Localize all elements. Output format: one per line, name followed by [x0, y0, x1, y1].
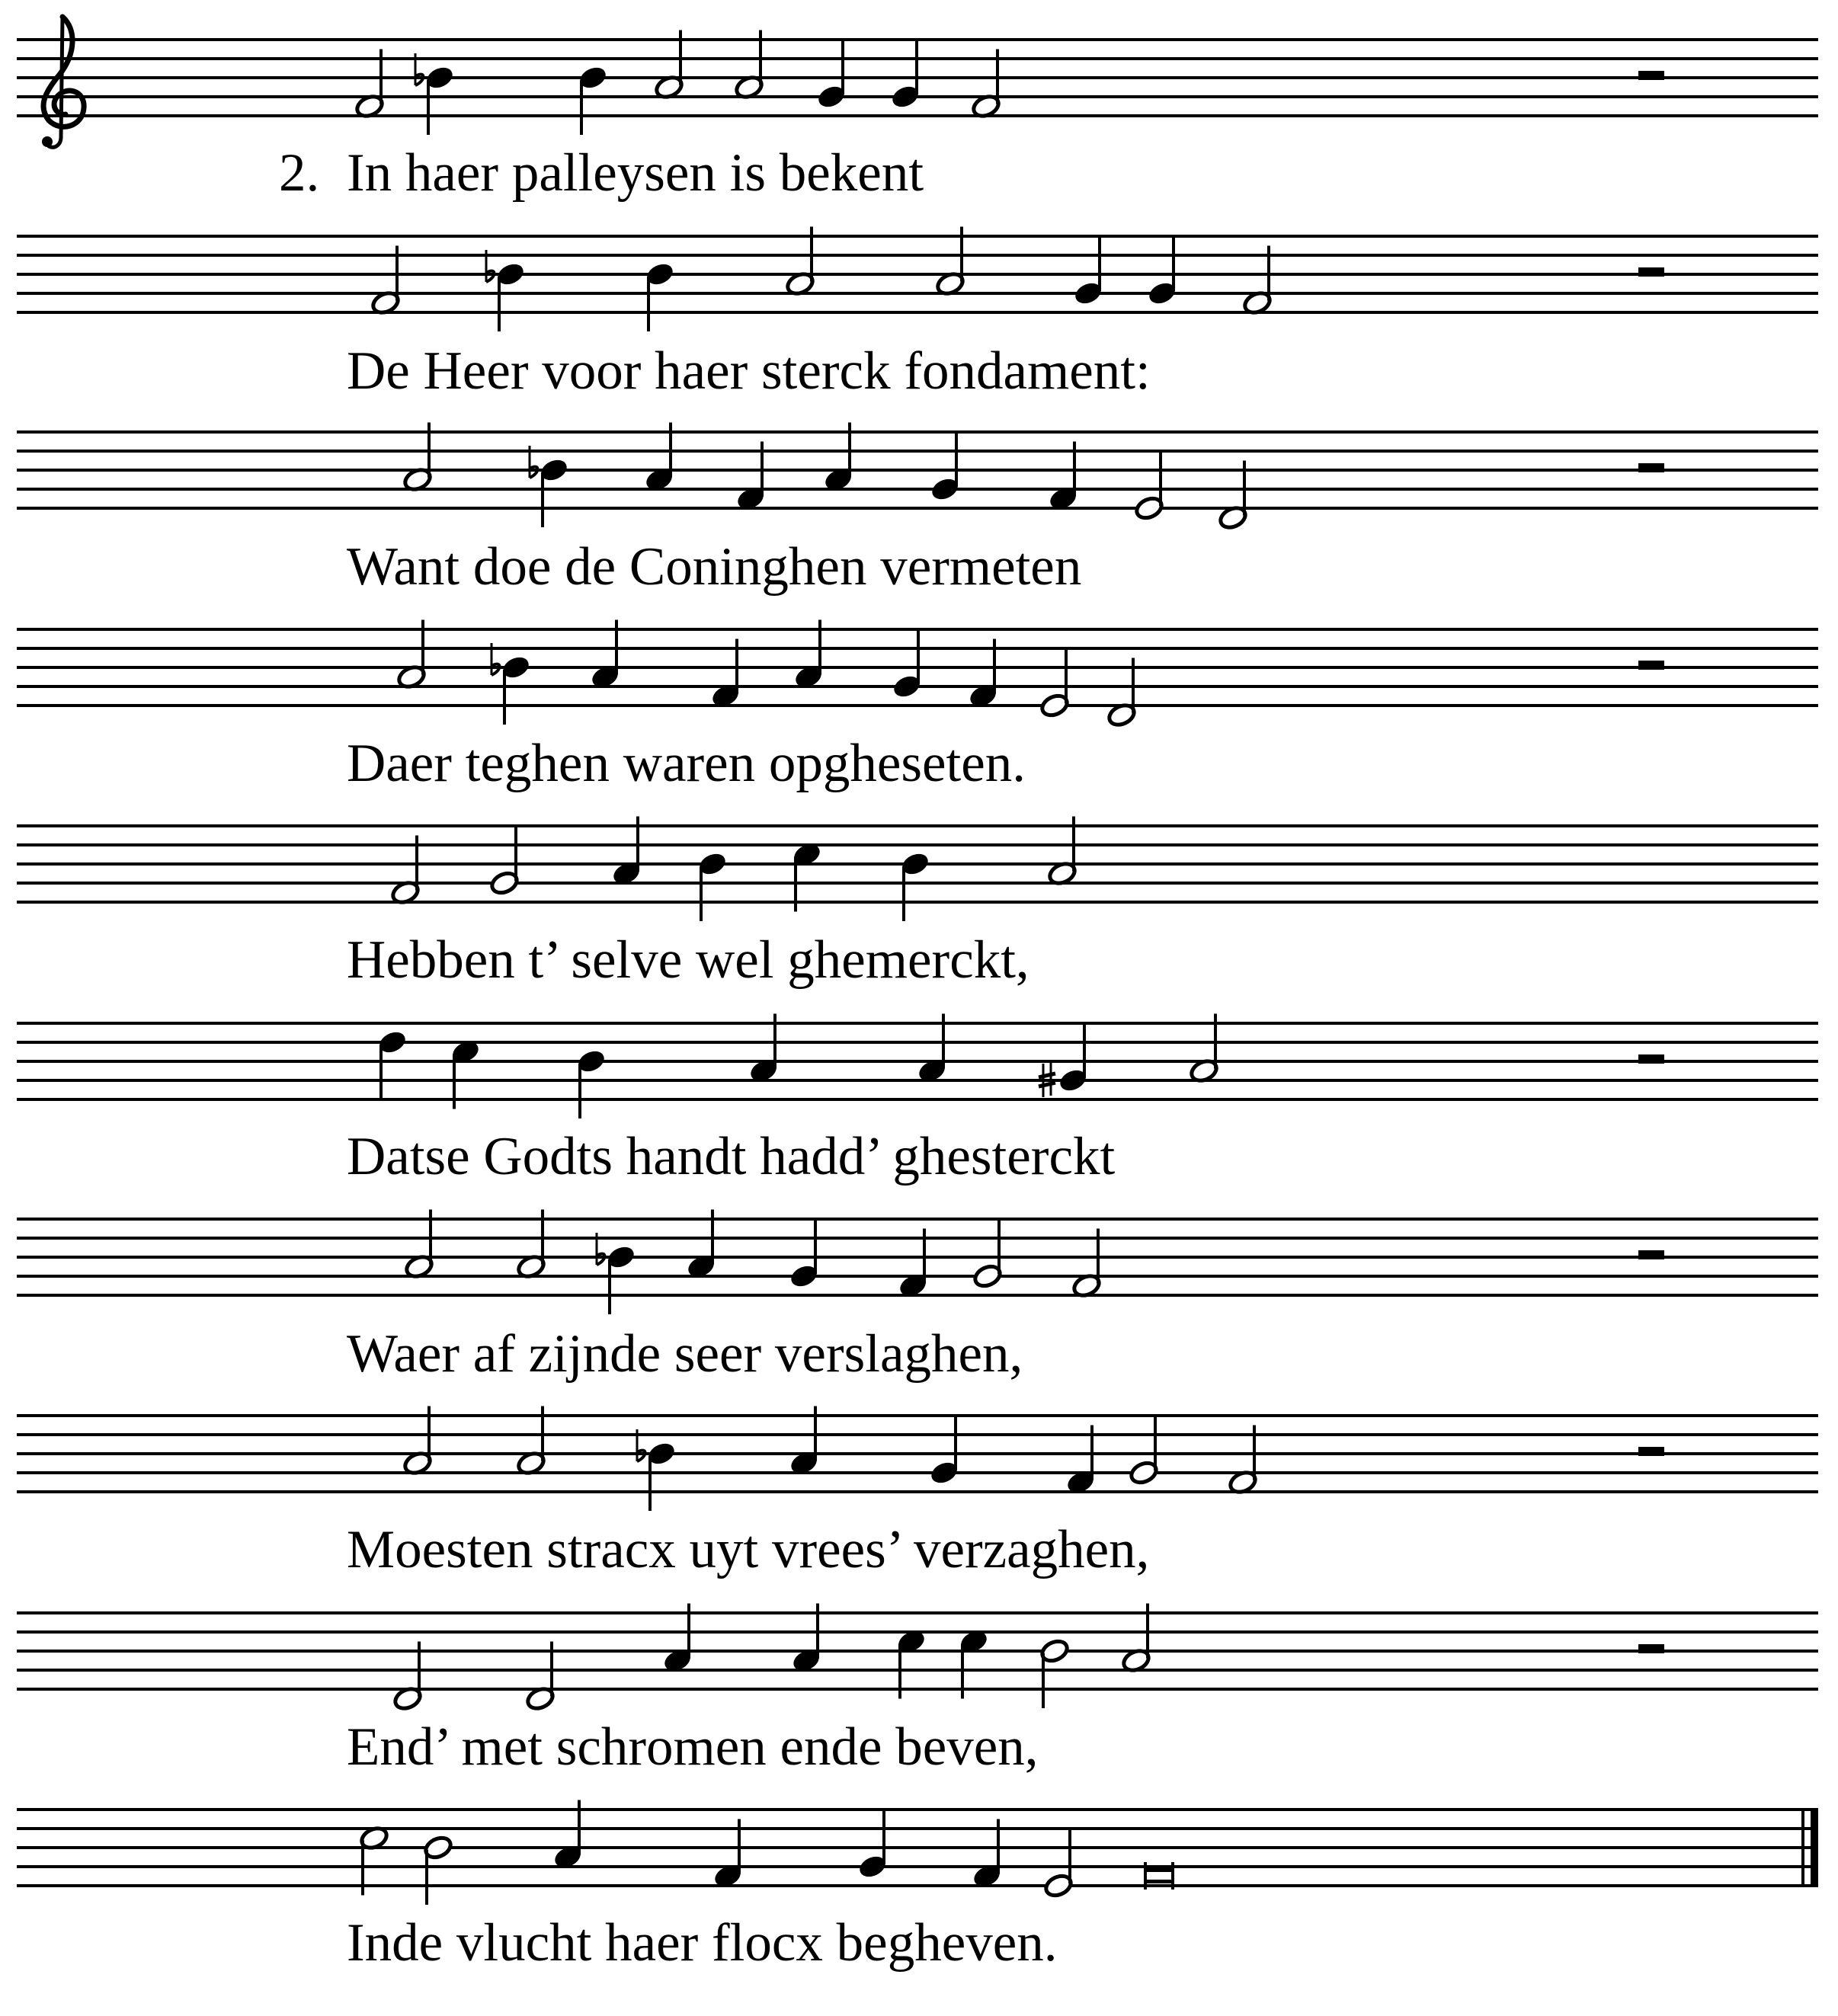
- quarter-note: [576, 1048, 607, 1118]
- lyric-line-6: Datse Godts handt hadd’ ghesterckt: [347, 1127, 1116, 1186]
- lyric-line-1: In haer palleysen is bekent: [347, 143, 924, 203]
- quarter-note: [890, 40, 921, 110]
- quarter-note: [377, 1029, 408, 1099]
- quarter-note: [415, 53, 455, 135]
- lyric-line-10: Inde vlucht haer flocx begheven.: [347, 1913, 1058, 1973]
- treble-clef-icon: [42, 17, 84, 147]
- lyric-line-9: End’ met schromen ende beven,: [347, 1717, 1039, 1777]
- lyric-line-8: Moesten stracx uyt vrees’ verzaghen,: [347, 1520, 1150, 1579]
- quarter-note: [597, 1233, 636, 1314]
- quarter-note: [492, 643, 531, 725]
- quarter-note: [486, 250, 526, 331]
- lyric-line-4: Daer teghen waren opgheseten.: [347, 734, 1026, 793]
- quarter-note: [645, 261, 676, 331]
- lyric-line-5: Hebben t’ selve wel ghemerckt,: [347, 930, 1029, 990]
- quarter-note: [578, 64, 609, 135]
- quarter-note: [1147, 236, 1178, 307]
- half-note: [1039, 1637, 1071, 1708]
- lyric-line-2: De Heer voor haer sterck fondament:: [347, 341, 1151, 401]
- staff-8: [17, 1416, 1818, 1492]
- half-note: [1129, 1416, 1160, 1486]
- quarter-note: [816, 40, 847, 110]
- staff-6: [17, 1023, 1818, 1099]
- staff-3: [17, 432, 1818, 508]
- half-note: [1134, 451, 1165, 522]
- verse-number: 2.: [279, 143, 320, 203]
- quarter-note: [1073, 236, 1104, 307]
- staff-10: [17, 1810, 1818, 1886]
- quarter-note: [637, 1429, 677, 1511]
- quarter-note: [892, 629, 923, 700]
- half-note: [1039, 648, 1071, 719]
- staff-9: [17, 1613, 1818, 1689]
- quarter-note: [929, 1416, 960, 1486]
- quarter-note: [789, 1219, 820, 1290]
- staff-2: [17, 236, 1818, 312]
- half-note: [489, 826, 520, 897]
- quarter-note: [930, 432, 961, 503]
- quarter-note: [900, 850, 931, 921]
- quarter-note: [530, 446, 569, 527]
- half-note: [423, 1834, 454, 1905]
- quarter-note: [857, 1810, 889, 1880]
- lyric-line-7: Waer af zijnde seer verslaghen,: [347, 1324, 1023, 1384]
- half-note: [972, 1219, 1004, 1290]
- half-note: [1043, 1829, 1074, 1899]
- quarter-note: [697, 850, 728, 921]
- lyric-line-3: Want doe de Coninghen vermeten: [347, 537, 1082, 597]
